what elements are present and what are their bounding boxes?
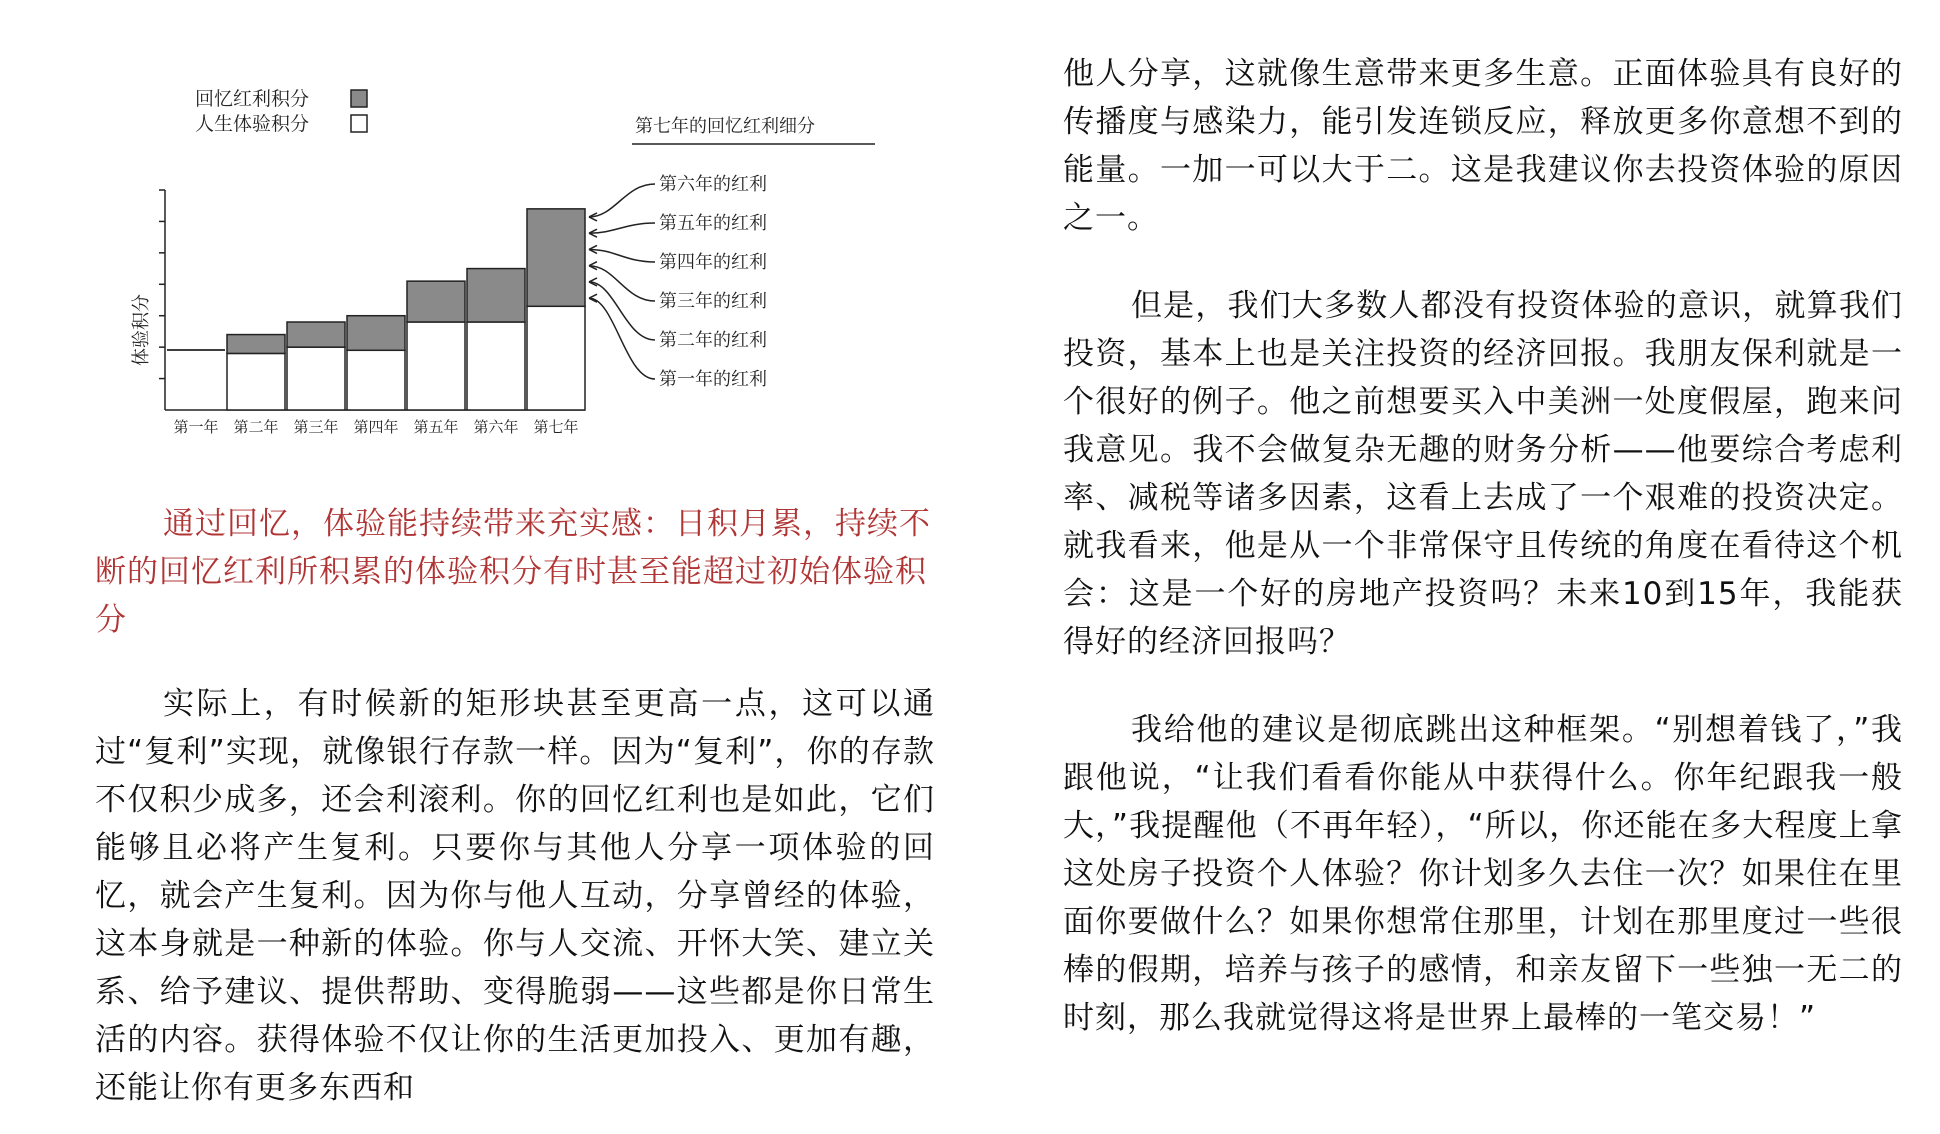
breakdown-label: 第六年的红利 [659,174,767,195]
right-paragraph-2: 但是，我们大多数人都没有投资体验的意识，就算我们投资，基本上也是关注投资的经济回报。我朋友保利就是一个很好的例子。他之前想要买入中美洲一处度假屋，跑来问我意见。我不会做复杂无趣的财务分析——他要综合考虑利率、减税等诸多因素，这看上去成了一个艰难的投资决定。就我看来，他是从一个非常保守且传统的角度在看待这个机会：这是一个好的房地产投资吗？未来10到15年，我能获得好的经济回报吗？ [1063,288,1903,660]
right-column [1063,50,1903,1082]
breakdown-label: 第三年的红利 [659,291,767,312]
breakdown-label: 第四年的红利 [659,252,767,273]
bar-life-experience [467,322,525,410]
breakdown-label: 第五年的红利 [659,213,767,234]
bar-recall-dividend [527,209,585,306]
bar-recall-dividend [467,269,525,322]
bar-recall-dividend [287,322,345,347]
breakdown-title: 第七年的回忆红利细分 [635,116,815,137]
legend-label-recall: 回忆红利积分 [195,88,310,110]
breakdown-annotations [589,173,767,390]
legend-swatch-life [351,115,367,132]
y-ticks [159,190,165,379]
bar-recall-dividend [407,281,465,322]
left-column [95,680,935,1112]
legend-swatch-recall [351,90,367,107]
breakdown-label: 第二年的红利 [659,330,767,351]
legend-label-life: 人生体验积分 [195,113,310,135]
breakdown-arrow [589,282,655,340]
left-paragraph: 实际上，有时候新的矩形块甚至更高一点，这可以通过“复利”实现，就像银行存款一样。因为“复利”，你的存款不仅积少成多，还会利滚利。你的回忆红利也是如此，它们能够且必将产生复利。只要你与其他人分享一项体验的回忆，就会产生复利。因为你与他人互动，分享曾经的体验，这本身就是一种新的体验。你与人交流、开怀大笑、建立关系、给予建议、提供帮助、变得脆弱——这些都是你日常生活的内容。获得体验不仅让你的生活更加投入、更加有趣，还能让你有更多东西和 [95,686,935,1106]
right-paragraph-1: 他人分享，这就像生意带来更多生意。正面体验具有良好的传播度与感染力，能引发连锁反应，释放更多你意想不到的能量。一加一可以大于二。这是我建议你去投资体验的原因之一。 [1063,56,1903,236]
bar-life-experience [287,347,345,410]
figure-caption: 通过回忆，体验能持续带来充实感：日积月累，持续不断的回忆红利所积累的体验积分有时甚至能超过初始体验积分 [95,506,931,638]
breakdown-arrow [589,249,655,262]
bar-life-experience [527,306,585,410]
breakdown-label: 第一年的红利 [659,369,767,390]
x-tick-label: 第三年 [293,418,339,436]
bar-recall-dividend [227,335,285,354]
bar-life-experience [347,350,405,410]
bar-recall-dividend [347,316,405,351]
x-tick-label: 第六年 [473,418,519,436]
chart-figure [95,60,955,460]
x-tick-label: 第二年 [233,418,279,436]
breakdown-arrow [589,184,655,217]
breakdown-arrow [589,223,655,233]
bars-group [167,209,585,410]
x-tick-label: 第一年 [173,418,219,436]
x-tick-label: 第五年 [413,418,459,436]
breakdown-arrow [589,266,655,301]
bar-life-experience [227,353,285,410]
y-axis-label: 体验积分 [131,294,152,366]
x-tick-label: 第七年 [533,418,579,436]
breakdown-arrow [589,298,655,379]
bar-life-experience [407,322,465,410]
right-paragraph-3: 我给他的建议是彻底跳出这种框架。“别想着钱了，”我跟他说，“让我们看看你能从中获得什么。你年纪跟我一般大，”我提醒他（不再年轻），“所以，你还能在多大程度上拿这处房子投资个人体验？你计划多久去住一次？如果住在里面你要做什么？如果你想常住那里，计划在那里度过一些很棒的假期，培养与孩子的感情，和亲友留下一些独一无二的时刻，那么我就觉得这将是世界上最棒的一笔交易！” [1063,712,1903,1036]
memory-dividend-chart [95,60,955,460]
x-tick-labels [173,418,578,436]
x-tick-label: 第四年 [353,418,399,436]
